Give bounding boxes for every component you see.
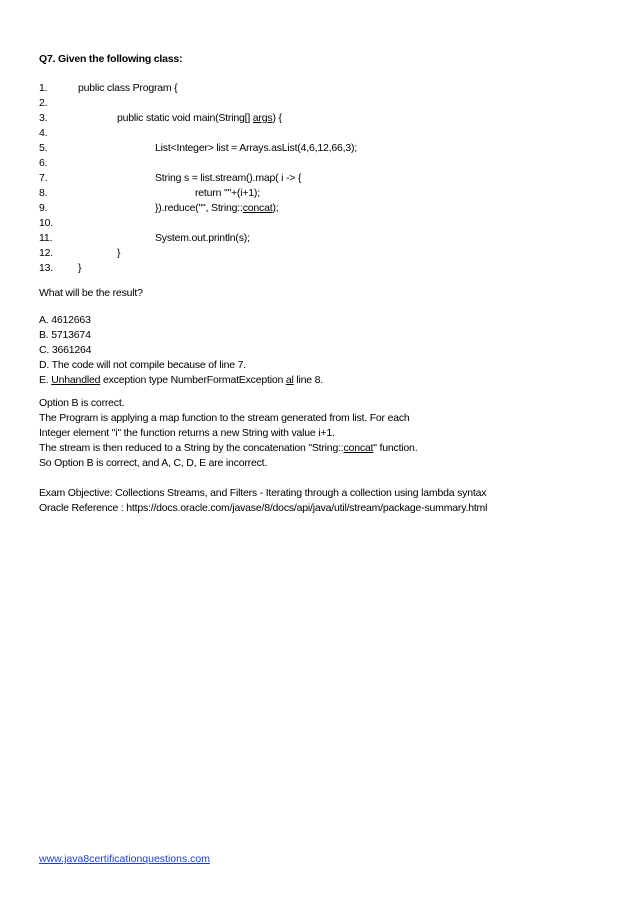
- question-prompt: What will be the result?: [39, 287, 143, 299]
- explanation: [39, 396, 417, 471]
- line-number: 12.: [39, 247, 53, 259]
- text-run: public class Program {: [78, 82, 178, 94]
- question-title: Q7. Given the following class:: [39, 53, 183, 65]
- text-run: line 8.: [293, 374, 323, 386]
- exam-reference: [39, 486, 487, 516]
- code-text: [78, 81, 177, 96]
- underlined-word: args: [252, 112, 273, 124]
- text-run: Option B is correct.: [39, 397, 125, 409]
- explanation-line: [39, 411, 417, 426]
- line-number: 3.: [39, 112, 48, 124]
- code-text: [117, 111, 282, 126]
- text-run: Integer element "i" the function returns a new String with value i+1.: [39, 427, 335, 439]
- line-number: 5.: [39, 142, 48, 154]
- text-run: List<Integer> list = Arrays.asList(4,6,12,66,3);: [155, 142, 357, 154]
- underlined-word: al: [285, 374, 294, 386]
- reference-line: [39, 486, 487, 501]
- text-run: Exam Objective: Collections Streams, and Filters - Iterating through a collection using lambda syntax: [39, 487, 487, 499]
- text-run: return ""+(i+1);: [195, 187, 260, 199]
- text-run: A. 4612663: [39, 314, 91, 326]
- text-run: So Option B is correct, and A, C, D, E are incorrect.: [39, 457, 268, 469]
- explanation-line: [39, 441, 417, 456]
- line-number: 10.: [39, 217, 53, 229]
- underlined-word: concat: [343, 442, 374, 454]
- text-run: Oracle Reference : https://docs.oracle.com/javase/8/docs/api/java/util/stream/package-summary.html: [39, 502, 488, 514]
- text-run: The stream is then reduced to a String by the concatenation "String::: [39, 442, 344, 454]
- code-text: [155, 171, 301, 186]
- line-number: 1.: [39, 82, 48, 94]
- text-run: public static void main(String[]: [117, 112, 253, 124]
- answer-option: [39, 358, 323, 373]
- explanation-line: [39, 426, 417, 441]
- text-run: }: [78, 262, 82, 274]
- text-run: System.out.println(s);: [155, 232, 250, 244]
- line-number: 2.: [39, 97, 48, 109]
- code-text: [155, 201, 278, 216]
- text-run: );: [272, 202, 279, 214]
- line-number: 9.: [39, 202, 48, 214]
- text-run: The Program is applying a map function to the stream generated from list. For each: [39, 412, 410, 424]
- explanation-line: [39, 456, 417, 471]
- reference-line: [39, 501, 487, 516]
- text-run: String s = list.stream().map( i -> {: [155, 172, 302, 184]
- answer-option: [39, 343, 323, 358]
- explanation-line: [39, 396, 417, 411]
- code-text: [117, 246, 120, 261]
- line-number: 8.: [39, 187, 48, 199]
- text-run: D. The code will not compile because of line 7.: [39, 359, 246, 371]
- line-number: 13.: [39, 262, 53, 274]
- underlined-word: Unhandled: [51, 374, 101, 386]
- text-run: ) {: [272, 112, 282, 124]
- text-run: }: [117, 247, 121, 259]
- line-number: 4.: [39, 127, 48, 139]
- answer-option: [39, 373, 323, 388]
- line-number: 7.: [39, 172, 48, 184]
- line-number: 6.: [39, 157, 48, 169]
- answer-option: [39, 328, 323, 343]
- code-text: [155, 231, 250, 246]
- text-run: " function.: [373, 442, 418, 454]
- answer-option: [39, 313, 323, 328]
- answer-options: [39, 313, 323, 388]
- text-run: }).reduce("", String::: [155, 202, 243, 214]
- code-text: [78, 261, 81, 276]
- footer-website-link[interactable]: www.java8certificationquestions.com: [39, 853, 210, 865]
- underlined-word: concat: [242, 202, 273, 214]
- text-run: E.: [39, 374, 52, 386]
- code-text: [195, 186, 260, 201]
- text-run: exception type NumberFormatException: [100, 374, 286, 386]
- text-run: B. 5713674: [39, 329, 91, 341]
- code-text: [155, 141, 357, 156]
- line-number: 11.: [39, 232, 53, 244]
- text-run: C. 3661264: [39, 344, 92, 356]
